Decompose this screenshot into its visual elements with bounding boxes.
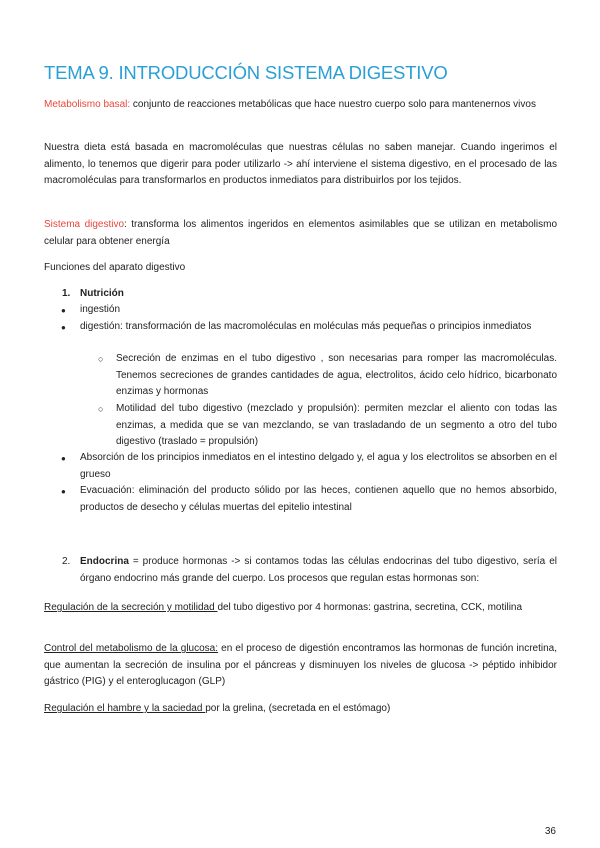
list-item: Absorción de los principios inmediatos en el intestino delgado y, el agua y los electrolitos se absorben en el grueso: [80, 452, 557, 480]
list-item: digestión: transformación de las macromoléculas en moléculas más pequeñas o principios inmediatos: [80, 321, 532, 332]
definition-metabolismo-basal: conjunto de reacciones metabólicas que hace nuestro cuerpo solo para mantenernos vivos: [130, 99, 536, 110]
paragraph-regulacion-secrecion: [44, 600, 557, 617]
list-item: Evacuación: eliminación del producto sólido por las heces, contienen aquello que no hemos absorbido, productos de desecho y células muertas del epitelio intestinal: [80, 485, 557, 513]
sub-bullet-icon: ○: [98, 354, 104, 364]
bullet-icon: ●: [61, 487, 66, 496]
paragraph-metabolismo-basal: [44, 97, 557, 114]
page-title: TEMA 9. INTRODUCCIÓN SISTEMA DIGESTIVO: [44, 62, 448, 83]
list-heading-nutricion: Nutrición: [80, 288, 124, 299]
list-item-endocrina: [80, 554, 557, 587]
paragraph-dieta: Nuestra dieta está basada en macromoléculas que nuestras células no saben manejar. Cuando ingerimos el alimento, lo tenemos que digerir para poder utilizarlo -> ahí interviene el sistema digestivo, en el procesado de las macromoléculas para transformarlos en productos inmediatos para distribuirlos por los tejidos.: [44, 142, 557, 186]
term-regulacion-secrecion: Regulación de la secreción y motilidad: [44, 602, 218, 613]
bullet-icon: ●: [61, 454, 66, 463]
list-item: ingestión: [80, 304, 121, 315]
text-control-glucosa: en el proceso de digestión encontramos las hormonas de función incretina, que aumentan la secreción de insulina por el páncreas y disminuyen los niveles de glucosa -> péptido inhibidor gástrico (PIG) y el enteroglucagon (GLP): [44, 643, 557, 687]
sub-bullet-icon: ○: [98, 404, 104, 414]
list-heading-endocrina: Endocrina: [80, 556, 129, 567]
term-metabolismo-basal: Metabolismo basal:: [44, 99, 131, 110]
term-sistema-digestivo: Sistema digestivo: [44, 219, 125, 230]
text-regulacion-hambre: por la grelina, (secretada en el estómago): [205, 703, 391, 714]
paragraph-sistema-digestivo: [44, 217, 557, 250]
sub-list-item: Motilidad del tubo digestivo (mezclado y propulsión): permiten mezclar el aliento con todas las enzimas, a medida que se van mezclando, se van trasladando de un segmento a otro del tubo digestivo (traslado = propulsión): [116, 403, 557, 447]
page-number: 36: [544, 826, 556, 837]
bullet-icon: ●: [61, 323, 66, 332]
term-control-glucosa: Control del metabolismo de la glucosa:: [44, 643, 219, 654]
paragraph-regulacion-hambre: [44, 701, 557, 718]
paragraph-funciones: Funciones del aparato digestivo: [44, 262, 186, 273]
sub-list-item: Secreción de enzimas en el tubo digestivo , son necesarias para romper las macromoléculas. Tenemos secreciones de grandes cantidades de agua, electrolitos, ácido celo hídrico, bicarbonato enzimas y hormonas: [116, 353, 557, 397]
list-number-2: 2.: [62, 556, 71, 567]
endocrina-text: = produce hormonas -> si contamos todas las células endocrinas del tubo digestivo, sería el órgano endocrino más grande del cuerpo. Los procesos que regulan estas hormonas son:: [80, 556, 557, 584]
list-number-1: 1.: [62, 288, 71, 299]
term-regulacion-hambre: Regulación el hambre y la saciedad: [44, 703, 206, 714]
text-regulacion-secrecion: del tubo digestivo por 4 hormonas: gastrina, secretina, CCK, motilina: [217, 602, 523, 613]
bullet-icon: ●: [61, 306, 66, 315]
definition-sistema-digestivo: : transforma los alimentos ingeridos en elementos asimilables que se utilizan en metabolismo celular para obtener energía: [44, 219, 558, 247]
paragraph-control-glucosa: [44, 641, 557, 691]
